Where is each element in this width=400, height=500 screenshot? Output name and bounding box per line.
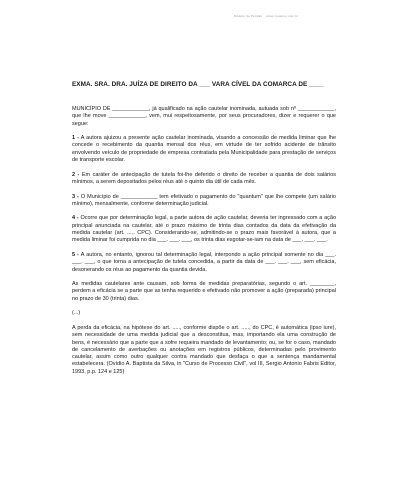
intro-paragraph xyxy=(72,106,336,128)
paragraph-5 xyxy=(72,252,336,274)
header-mark-left: Modelo de Petição xyxy=(234,14,263,18)
paragraph-text: A perda da eficácia, na hipótese do art. ....., conforme dispõe o art. ....., do CPC, é automática (ipso iure), sem necessidade de uma medida judicial que a desconstitua, mas, importando ela uma construção de bens, é necessário que a parte que a sofre requeira mandado de levantamento; ou, se for o caso, mandado de cancelamento de averbações ou anotações em registros públicos, determinadas pelo provimento cautelar, assim como outro qualquer contra mandado que desfaça o que a sentença mandamental estabelecera. (Ovídio A. Baptista da Silva, in "Curso de Processo Civil", vol III, Sergio Antonio Fabris Editor, 1993, p.p. 124 e 125) xyxy=(72,324,336,375)
ellipsis-paragraph xyxy=(72,310,336,317)
paragraph-3 xyxy=(72,194,336,209)
paragraph-number: 4 - xyxy=(72,215,79,222)
paragraph-text: Ocorre que por determinação legal, a parte autora de ação cautelar, deveria ter ingressado com a ação principal anunciada na cautelar, até o prazo máximo de trinta dias contados da data da efetivação da medida cautelar (art. ..... CPC). Considerando-se, admitindo-se o prazo mais favorável à autora, que a medida liminar foi cumprida no dia ___. ___. ___, os trinta dias esgotar-se-iam na data de ___. ___. ___. xyxy=(72,215,337,244)
paragraph-2 xyxy=(72,172,336,187)
paragraph-text: Em caráter de antecipação de tutela foi-lhe deferido o direito de receber a quantia de dois salários mínimos, a serem depositados pelos réus até o quinto dia útil de cada mês. xyxy=(72,171,337,185)
paragraph-1 xyxy=(72,135,336,164)
paragraph-text: (...) xyxy=(72,310,81,317)
paragraph-number: 5 - xyxy=(72,251,79,258)
paragraph-text: A autora, no entanto, ignorou tal determinação legal, interpondo a ação principal somente no dia ___. ___. ___, o que torna a antecipação de tutela concedida, a partir da data de ___. ___. ___, sem eficácia, desonerando os réus ao pagamento da quantia devida. xyxy=(72,251,336,273)
document-body xyxy=(72,106,336,383)
paragraph-number: 1 - xyxy=(72,135,79,142)
paragraph-text: A autora ajuizou a presente ação cautelar inominada, visando a concessão de medida liminar que lhe concede o recebimento da quantia mensal dos réus, em virtude de ter sofrido acidente de trânsito envolvendo veículo de propriedade de empresa contratada pela Municipalidade para prestação de serviços de transporte escolar. xyxy=(72,135,336,164)
page-header-marks xyxy=(234,15,298,18)
paragraph-text: As medidas cautelares ante causam, sob forma de medidas preparatórias, segundo o art. ________, perdem a eficácia se a parte que as tenha requerido e efetivado não promover a ação (preparada) principal no prazo de 30 (trinta) dias. xyxy=(72,281,336,302)
paragraph-4 xyxy=(72,215,336,244)
paragraph-number: 2 - xyxy=(72,171,80,178)
citation-paragraph xyxy=(72,325,336,376)
cautelares-paragraph xyxy=(72,281,336,303)
paragraph-text: O Município de ____________ tem efetivado o pagamento do "quantum" que lhe compete (um salário mínimo), mensalmente, conforme determinação judicial. xyxy=(72,193,336,207)
header-mark-right: www.modelos.com.br xyxy=(266,14,299,18)
paragraph-text: MUNICÍPIO DE ____________, já qualificado na ação cautelar inominada, autuada sob nº ____________, que lhe move ____________, vem, mui respeitosamente, por seus procuradores, dizer e requerer o que segue: xyxy=(72,106,336,127)
document-heading: EXMA. SRA. DRA. JUÍZA DE DIREITO DA ___ VARA CÍVEL DA COMARCA DE ____ xyxy=(72,81,324,88)
paragraph-number: 3 - xyxy=(72,193,79,200)
